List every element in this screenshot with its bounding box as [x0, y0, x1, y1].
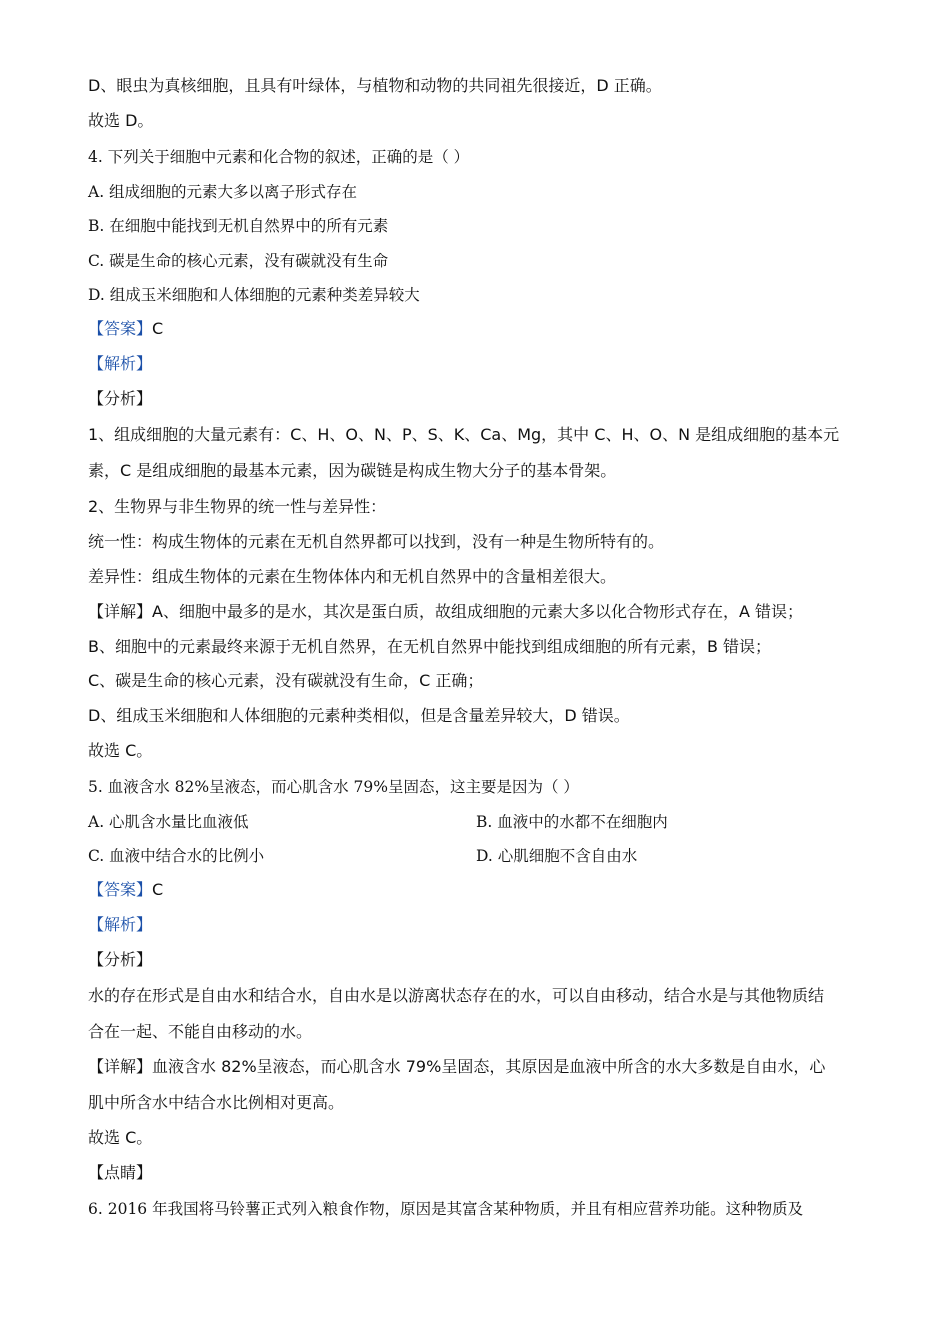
- detail-text: 血液含水 82%呈液态，而心肌含水 79%呈固态，其原因是血液中所含的水大多数是自由水，心: [152, 1057, 826, 1076]
- answer-value: C: [152, 880, 164, 899]
- q5-answer: [88, 879, 163, 901]
- q5-detail-line: [88, 1056, 825, 1078]
- q5-stem: 5. 血液含水 82%呈液态，而心肌含水 79%呈固态，这主要是因为（ ）: [88, 778, 579, 796]
- q6-stem: 6. 2016 年我国将马铃薯正式列入粮食作物，原因是其富含某种物质，并且有相应营养功能。这种物质及: [88, 1200, 804, 1218]
- detail-tag: 【详解】: [88, 602, 153, 621]
- q3-d-explanation: D、眼虫为真核细胞，且具有叶绿体，与植物和动物的共同祖先很接近，D 正确。: [88, 76, 662, 95]
- q4-analysis-line: 差异性：组成生物体的元素在生物体体内和无机自然界中的含量相差很大。: [88, 567, 617, 586]
- q4-option-d: D. 组成玉米细胞和人体细胞的元素种类差异较大: [88, 286, 420, 304]
- q4-fenxi-tag: 【分析】: [88, 389, 153, 408]
- detail-tag: 【详解】: [88, 1057, 153, 1076]
- q4-option-c: C. 碳是生命的核心元素，没有碳就没有生命: [88, 252, 389, 270]
- q4-analysis-line: 1、组成细胞的大量元素有：C、H、O、N、P、S、K、Ca、Mg，其中 C、H、O、N 是组成细胞的基本元: [88, 425, 840, 444]
- q5-dianjing-tag: 【点睛】: [88, 1163, 153, 1182]
- q5-analysis-line: 合在一起、不能自由移动的水。: [88, 1022, 313, 1041]
- q4-analysis-line: 统一性：构成生物体的元素在无机自然界都可以找到，没有一种是生物所特有的。: [88, 532, 665, 551]
- q5-analysis-line: 水的存在形式是自由水和结合水，自由水是以游离状态存在的水，可以自由移动，结合水是与其他物质结: [88, 986, 825, 1005]
- q5-detail-line: 肌中所含水中结合水比例相对更高。: [88, 1093, 345, 1112]
- answer-tag: 【答案】: [88, 880, 153, 899]
- q4-option-b: B. 在细胞中能找到无机自然界中的所有元素: [88, 217, 389, 235]
- q5-option-c: C. 血液中结合水的比例小: [88, 847, 265, 865]
- q4-detail-line: [88, 601, 803, 623]
- q4-choose: 故选 C。: [88, 741, 153, 760]
- detail-text: A、细胞中最多的是水，其次是蛋白质，故组成细胞的元素大多以化合物形式存在，A 错误；: [152, 602, 803, 621]
- q5-choose: 故选 C。: [88, 1128, 153, 1147]
- answer-value: C: [152, 319, 164, 338]
- q4-option-a: A. 组成细胞的元素大多以离子形式存在: [88, 183, 358, 201]
- q5-jiexi-tag: 【解析】: [88, 915, 153, 934]
- q4-answer: [88, 318, 163, 340]
- q4-stem: 4. 下列关于细胞中元素和化合物的叙述，正确的是（ ）: [88, 148, 470, 166]
- q4-detail-line: B、细胞中的元素最终来源于无机自然界，在无机自然界中能找到组成细胞的所有元素，B 错误；: [88, 637, 772, 656]
- q3-choose: 故选 D。: [88, 111, 154, 130]
- q4-analysis-line: 素，C 是组成细胞的最基本元素，因为碳链是构成生物大分子的基本骨架。: [88, 461, 617, 480]
- q5-fenxi-tag: 【分析】: [88, 950, 153, 969]
- q4-analysis-line: 2、生物界与非生物界的统一性与差异性：: [88, 497, 387, 516]
- q4-detail-line: C、碳是生命的核心元素，没有碳就没有生命，C 正确；: [88, 671, 484, 690]
- answer-tag: 【答案】: [88, 319, 153, 338]
- q5-option-a: A. 心肌含水量比血液低: [88, 813, 249, 831]
- q5-option-d: D. 心肌细胞不含自由水: [476, 847, 638, 865]
- q4-detail-line: D、组成玉米细胞和人体细胞的元素种类相似，但是含量差异较大，D 错误。: [88, 706, 630, 725]
- q5-option-b: B. 血液中的水都不在细胞内: [476, 813, 668, 831]
- q4-jiexi-tag: 【解析】: [88, 354, 153, 373]
